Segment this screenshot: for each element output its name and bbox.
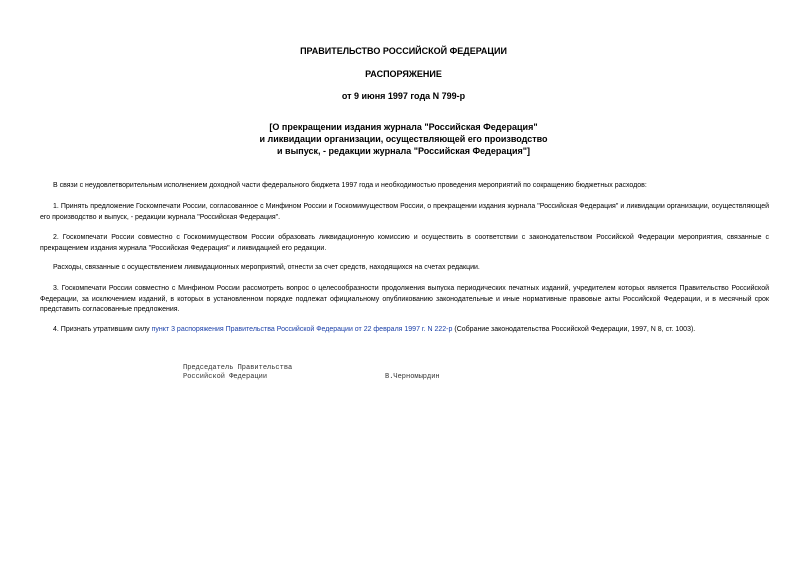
paragraph-item-1: 1. Принять предложение Госкомпечати России, согласованное с Минфином России и Госкомимуществом России, о прекращении издания журнала "Российская Федерация" и ликвидации организации, осуществляющей его производство и выпуск, - редакции журнала "Российская Федерация".	[40, 203, 769, 221]
paragraph-expenses: Расходы, связанные с осуществлением ликвидационных мероприятий, отнести за счет средств, находящихся на счетах редакции.	[53, 264, 480, 271]
paragraph-item-3: 3. Госкомпечати России совместно с Минфином России рассмотреть вопрос о целесообразности продолжения выпуска периодических печатных изданий, учредителем которых является Правительство Российской Федерации, за исключением изданий, в которых в установленном порядке подлежат официальному опубликованию законодательные и иные нормативные правовые акты Российской Федерации, и в месячный срок представить согласованные предложения.	[40, 285, 769, 313]
paragraph-item-2: 2. Госкомпечати России совместно с Госкомимуществом России образовать ликвидационную комиссию и осуществить в соответствии с законодательством Российской Федерации мероприятия, связанные с прекращением издания журнала "Российская Федерация" и ликвидацией его редакции.	[40, 234, 769, 252]
referenced-act-link[interactable]: пункт 3 распоряжения Правительства Российской Федерации от 22 февраля 1997 г. N 222-р	[151, 326, 453, 333]
title-line: [О прекращении издания журнала "Российская Федерация"	[269, 122, 538, 132]
issuer-heading: ПРАВИТЕЛЬСТВО РОССИЙСКОЙ ФЕДЕРАЦИИ	[300, 46, 507, 56]
signature-position-line2: Российской Федерации	[183, 373, 268, 381]
paragraph-preamble: В связи с неудовлетворительным исполнением доходной части федерального бюджета 1997 года и необходимостью проведения мероприятий по сокращению бюджетных расходов:	[53, 182, 647, 189]
document-type-heading: РАСПОРЯЖЕНИЕ	[365, 69, 442, 79]
document-title	[0, 121, 807, 157]
document-date-number: от 9 июня 1997 года N 799-р	[341, 91, 466, 101]
paragraph-text: 4. Признать утратившим силу	[53, 326, 152, 333]
signature-position-line1: Председатель Правительства	[183, 364, 293, 372]
title-line: и выпуск, - редакции журнала "Российская Федерация"]	[277, 146, 530, 156]
paragraph-item-4	[40, 325, 769, 336]
title-line: и ликвидации организации, осуществляющей его производство	[259, 134, 548, 144]
signature-name: В.Черномырдин	[385, 373, 440, 381]
paragraph-text: (Собрание законодательства Российской Федерации, 1997, N 8, ст. 1003).	[452, 326, 696, 333]
